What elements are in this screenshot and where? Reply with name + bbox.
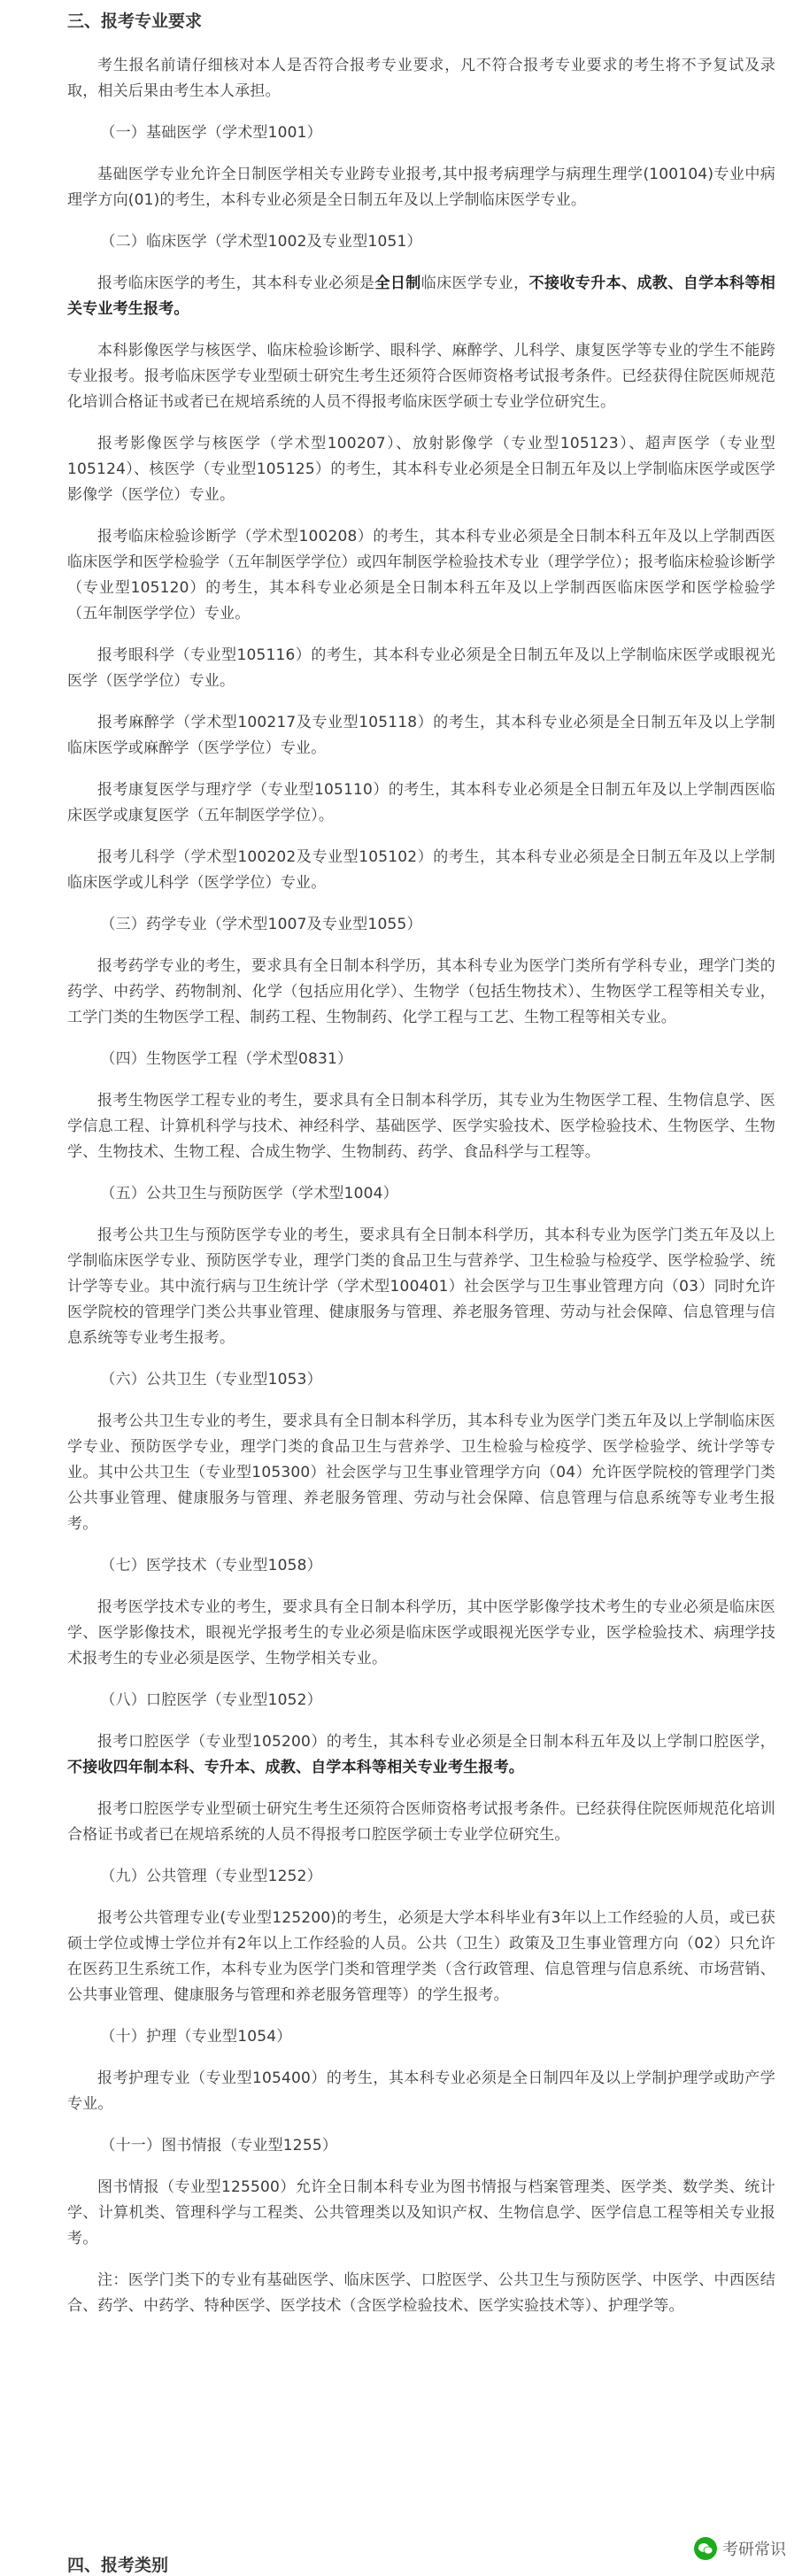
paragraph-clinical-4: 报考临床检验诊断学（学术型100208）的考生，其本科专业必须是全日制本科五年及以上学制西医临床医学和医学检验学（五年制医学学位）或四年制医学检验技术专业（理学学位）；报考临床检验诊断学（专业型105120）的考生，其本科专业必须是全日制本科五年及以上学制西医临床医学和医学检验学（五年制医学学位）专业。 — [67, 528, 775, 623]
next-section-title-partial: 四、报考类别 — [67, 2556, 169, 2575]
paragraph-pharmacy: 报考药学专业的考生，要求具有全日制本科学历，其本科专业为医学门类所有学科专业，理学门类的药学、中药学、药物制剂、化学（包括应用化学）、生物学（包括生物技术）、生物医学工程等相关专业，工学门类的生物医学工程、制药工程、生物制药、化学工程与工艺、生物工程等相关专业。 — [67, 957, 775, 1026]
heading-bme: （四）生物医学工程（学术型0831） — [100, 1050, 353, 1068]
intro-paragraph: 考生报名前请仔细核对本人是否符合报考专业要求，凡不符合报考专业要求的考生将不予复试及录取，相关后果由考生本人承担。 — [67, 57, 775, 100]
paragraph-clinical-8: 报考儿科学（学术型100202及专业型105102）的考生，其本科专业必须是全日制五年及以上学制临床医学或儿科学（医学学位）专业。 — [67, 848, 775, 892]
paragraph-nursing: 报考护理专业（专业型105400）的考生，其本科专业必须是全日制四年及以上学制护理学或助产学专业。 — [67, 2069, 775, 2113]
paragraph-clinical-7: 报考康复医学与理疗学（专业型105110）的考生，其本科专业必须是全日制五年及以上学制西医临床医学或康复医学（五年制医学学位）。 — [67, 781, 775, 824]
heading-public-health: （六）公共卫生（专业型1053） — [100, 1371, 322, 1389]
wechat-icon — [694, 2537, 717, 2560]
paragraph-clinical-1: 报考临床医学的考生，其本科专业必须是全日制临床医学专业，不接收专升本、成教、自学本科等相关专业考生报考。 — [67, 275, 776, 318]
paragraph-clinical-6: 报考麻醉学（学术型100217及专业型105118）的考生，其本科专业必须是全日制五年及以上学制临床医学或麻醉学（医学学位）专业。 — [67, 714, 775, 757]
paragraph-clinical-5: 报考眼科学（专业型105116）的考生，其本科专业必须是全日制五年及以上学制临床医学或眼视光医学（医学学位）专业。 — [67, 646, 775, 690]
paragraph-basic-medicine: 基础医学专业允许全日制医学相关专业跨专业报考,其中报考病理学与病理生理学(100104)专业中病理学方向(01)的考生，本科专业必须是全日制五年及以上学制临床医学专业。 — [67, 166, 775, 209]
paragraph-medical-technology: 报考医学技术专业的考生，要求具有全日制本科学历，其中医学影像学技术考生的专业必须是临床医学、医学影像技术，眼视光学报考生的专业必须是临床医学或眼视光医学专业，医学检验技术、病理学技术报考生的专业必须是医学、生物学相关专业。 — [67, 1598, 775, 1667]
paragraph-public-administration: 报考公共管理专业(专业型125200)的考生，必须是大学本科毕业有3年以上工作经验的人员，或已获硕士学位或博士学位并有2年以上工作经验的人员。公共（卫生）政策及卫生事业管理方向（02）只允许在医药卫生系统工作，本科专业为医学门类和管理学类（含行政管理、信息管理与信息系统、市场营销、公共事业管理、健康服务与管理和养老服务管理等）的学生报考。 — [67, 1909, 775, 2004]
watermark-text: 考研常识 — [722, 2541, 786, 2559]
paragraph-bme: 报考生物医学工程专业的考生，要求具有全日制本科学历，其专业为生物医学工程、生物信息学、医学信息工程、计算机科学与技术、神经科学、基础医学、医学实验技术、医学检验技术、生物医学、生物学、生物技术、生物工程、合成生物学、生物制药、药学、食品科学与工程等。 — [67, 1092, 775, 1161]
heading-pharmacy: （三）药学专业（学术型1007及专业型1055） — [100, 916, 422, 933]
heading-nursing: （十）护理（专业型1054） — [100, 2028, 292, 2046]
watermark — [694, 2537, 786, 2560]
paragraph-public-health-prevention: 报考公共卫生与预防医学专业的考生，要求具有全日制本科学历，其本科专业为医学门类五年及以上学制临床医学专业、预防医学专业，理学门类的食品卫生与营养学、卫生检验与检疫学、医学检验学、统计学等专业。其中流行病与卫生统计学（学术型100401）社会医学与卫生事业管理方向（03）同时允许医学院校的管理学门类公共事业管理、健康服务与管理、养老服务管理、劳动与社会保障、信息管理与信息系统等专业考生报考。 — [67, 1226, 775, 1347]
section-title: 三、报考专业要求 — [67, 12, 203, 31]
paragraph-public-health: 报考公共卫生专业的考生，要求具有全日制本科学历，其本科专业为医学门类五年及以上学制临床医学专业、预防医学专业，理学门类的食品卫生与营养学、卫生检验与检疫学、医学检验学、统计学等专业。其中公共卫生（专业型105300）社会医学与卫生事业管理学方向（04）允许医学院校的管理学门类公共事业管理、健康服务与管理、养老服务管理、劳动与社会保障、信息管理与信息系统等专业考生报考。 — [67, 1412, 775, 1533]
heading-public-administration: （九）公共管理（专业型1252） — [100, 1868, 322, 1885]
heading-public-health-prevention: （五）公共卫生与预防医学（学术型1004） — [100, 1185, 398, 1203]
heading-medical-technology: （七）医学技术（专业型1058） — [100, 1557, 322, 1574]
paragraph-stomatology-1: 报考口腔医学（专业型105200）的考生，其本科专业必须是全日制本科五年及以上学制口腔医学，不接收四年制本科、专升本、成教、自学本科等相关专业考生报考。 — [67, 1733, 775, 1776]
paragraph-clinical-3: 报考影像医学与核医学（学术型100207）、放射影像学（专业型105123）、超声医学（专业型105124）、核医学（专业型105125）的考生，其本科专业必须是全日制五年及以上学制临床医学或医学影像学（医学位）专业。 — [67, 435, 775, 504]
heading-library-information: （十一）图书情报（专业型1255） — [100, 2137, 338, 2154]
paragraph-library-information: 图书情报（专业型125500）允许全日制本科专业为图书情报与档案管理类、医学类、数学类、统计学、计算机类、管理科学与工程类、公共管理类以及知识产权、生物信息学、医学信息工程等相关专业报考。 — [67, 2178, 775, 2247]
note-paragraph: 注：医学门类下的专业有基础医学、临床医学、口腔医学、公共卫生与预防医学、中医学、中西医结合、药学、中药学、特种医学、医学技术（含医学检验技术、医学实验技术等）、护理学等。 — [67, 2271, 775, 2315]
paragraph-clinical-2: 本科影像医学与核医学、临床检验诊断学、眼科学、麻醉学、儿科学、康复医学等专业的学生不能跨专业报考。报考临床医学专业型硕士研究生考生还须符合医师资格考试报考条件。已经获得住院医师规范化培训合格证书或者已在规培系统的人员不得报考临床医学硕士专业学位研究生。 — [67, 342, 775, 411]
paragraph-stomatology-2: 报考口腔医学专业型硕士研究生考生还须符合医师资格考试报考条件。已经获得住院医师规范化培训合格证书或者已在规培系统的人员不得报考口腔医学硕士专业学位研究生。 — [67, 1800, 775, 1844]
article-body — [0, 11, 802, 2319]
heading-clinical-medicine: （二）临床医学（学术型1002及专业型1051） — [100, 233, 422, 251]
heading-basic-medicine: （一）基础医学（学术型1001） — [100, 124, 322, 142]
heading-stomatology: （八）口腔医学（专业型1052） — [100, 1691, 322, 1709]
